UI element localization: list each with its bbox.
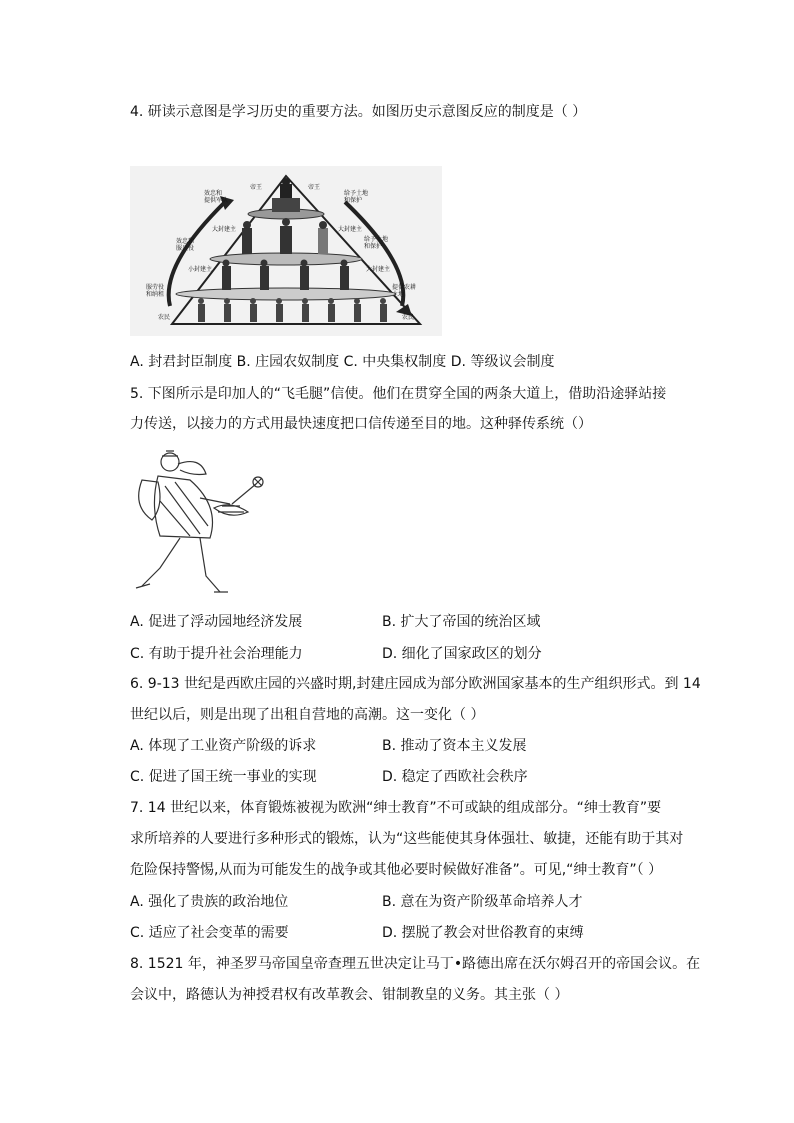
label-loyalty-army: 效忠和 提供军队 xyxy=(204,190,229,204)
question-6-option-b: B. 推动了资本主义发展 xyxy=(382,738,527,754)
question-5-option-d: D. 细化了国家政区的划分 xyxy=(382,646,542,662)
question-6-option-d: D. 稳定了西欧社会秩序 xyxy=(382,769,528,785)
inca-messenger-illustration xyxy=(130,446,270,596)
label-great-lord-right: 大封建主 xyxy=(338,226,363,233)
question-4-options: A. 封君封臣制度 B. 庄园农奴制度 C. 中央集权制度 D. 等级议会制度 xyxy=(130,354,555,370)
feudal-pyramid-figure xyxy=(130,166,442,336)
label-lord-right-lower: 大封建主 xyxy=(366,266,391,273)
question-8-stem-line1: 8. 1521 年，神圣罗马帝国皇帝查理五世决定让马丁•路德出席在沃尔姆召开的帝国会议。在 xyxy=(130,956,701,972)
question-7-stem-line3: 危险保持警惕,从而为可能发生的战争或其他必要时候做好准备”。可见,“绅士教育”（ ） xyxy=(130,862,663,878)
label-land-protection-2: 给予土地 和保护 xyxy=(364,236,389,250)
question-7-stem-line2: 求所培养的人要进行多种形式的锻炼，认为“这些能使其身体强壮、敏捷，还能有助于其对 xyxy=(130,831,684,847)
label-farmland: 提供农耕 土地 xyxy=(392,284,417,298)
label-peasant-left: 农民 xyxy=(158,314,171,321)
question-5-stem-line1: 5. 下图所示是印加人的“飞毛腿”信使。他们在贯穿全国的两条大道上，借助沿途驿站接 xyxy=(130,386,667,402)
question-5-stem-line2: 力传送，以接力的方式用最快速度把口信传递至目的地。这种驿传系统（） xyxy=(130,416,592,432)
inca-messenger-figure xyxy=(130,446,270,596)
label-peasant-right: 农民 xyxy=(402,314,415,321)
label-great-lord-left: 大封建主 xyxy=(212,226,237,233)
question-7-stem-line1: 7. 14 世纪以来，体育锻炼被视为欧洲“绅士教育”不可或缺的组成部分。“绅士教育”要 xyxy=(130,800,662,816)
question-5-option-a: A. 促进了浮动园地经济发展 xyxy=(130,614,303,630)
question-6-option-c: C. 促进了国王统一事业的实现 xyxy=(130,769,317,785)
question-7-option-c: C. 适应了社会变革的需要 xyxy=(130,925,289,941)
label-loyalty-service: 效忠和 服兵役 xyxy=(176,238,195,252)
question-8-stem-line2: 会议中，路德认为神授君权有改革教会、钳制教皇的义务。其主张（ ） xyxy=(130,987,569,1003)
question-5-option-b: B. 扩大了帝国的统治区域 xyxy=(382,614,541,630)
question-6-option-a: A. 体现了工业资产阶级的诉求 xyxy=(130,738,317,754)
question-6-stem-line2: 世纪以后，则是出现了出租自营地的高潮。这一变化（ ） xyxy=(130,707,485,723)
question-4-stem: 4. 研读示意图是学习历史的重要方法。如图历史示意图反应的制度是（ ） xyxy=(130,104,587,120)
label-land-protection-1: 给予土地 和保护 xyxy=(344,190,369,204)
label-labor-rent: 服劳役 和纳租 xyxy=(146,284,165,298)
question-6-stem-line1: 6. 9-13 世纪是西欧庄园的兴盛时期,封建庄园成为部分欧洲国家基本的生产组织形式。到 14 xyxy=(130,676,701,692)
label-small-lord-left: 小封建主 xyxy=(188,266,213,273)
question-7-option-b: B. 意在为资产阶级革命培养人才 xyxy=(382,894,583,910)
label-king-left: 帝王 xyxy=(250,184,263,191)
label-king-right: 帝王 xyxy=(308,184,321,191)
question-7-option-d: D. 摆脱了教会对世俗教育的束缚 xyxy=(382,925,584,941)
question-5-option-c: C. 有助于提升社会治理能力 xyxy=(130,646,303,662)
question-7-option-a: A. 强化了贵族的政治地位 xyxy=(130,894,289,910)
